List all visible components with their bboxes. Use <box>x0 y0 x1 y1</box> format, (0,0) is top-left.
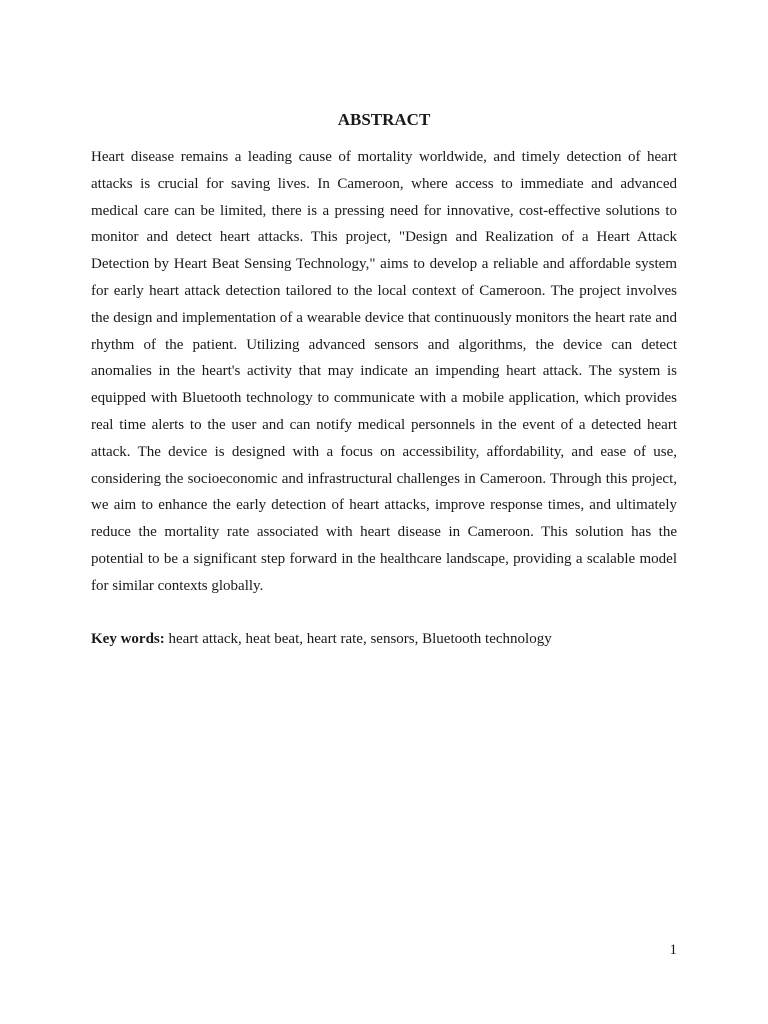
keywords-list: heart attack, heat beat, heart rate, sensors, Bluetooth technology <box>164 631 552 647</box>
keywords-label: Key words: <box>91 631 165 647</box>
abstract-title: ABSTRACT <box>337 110 431 129</box>
page-number: 1 <box>669 942 677 958</box>
abstract-body: Heart disease remains a leading cause of mortality worldwide, and timely detection of heart attacks is crucial for saving lives. In Cameroon, where access to immediate and advanced medical care can be limited, there is a pressing need for innovative, cost-effective solutions to monitor and detect heart attacks. This project, "Design and Realization of a Heart Attack Detection by Heart Beat Sensing Technology," aims to develop a reliable and affordable system for early heart attack detection tailored to the local context of Cameroon. The project involves the design and implementation of a wearable device that continuously monitors the heart rate and rhythm of the patient. Utilizing advanced sensors and algorithms, the device can detect anomalies in the heart's activity that may indicate an impending heart attack. The system is equipped with Bluetooth technology to communicate with a mobile application, which provides real time alerts to the user and can notify medical personnels in the event of a detected heart attack. The device is designed with a focus on accessibility, affordability, and ease of use, considering the socioeconomic and infrastructural challenges in Cameroon. Through this project, we aim to enhance the early detection of heart attacks, improve response times, and ultimately reduce the mortality rate associated with heart disease in Cameroon. This solution has the potential to be a significant step forward in the healthcare landscape, providing a scalable model for similar contexts globally. <box>91 149 677 594</box>
keywords-line <box>91 626 677 652</box>
